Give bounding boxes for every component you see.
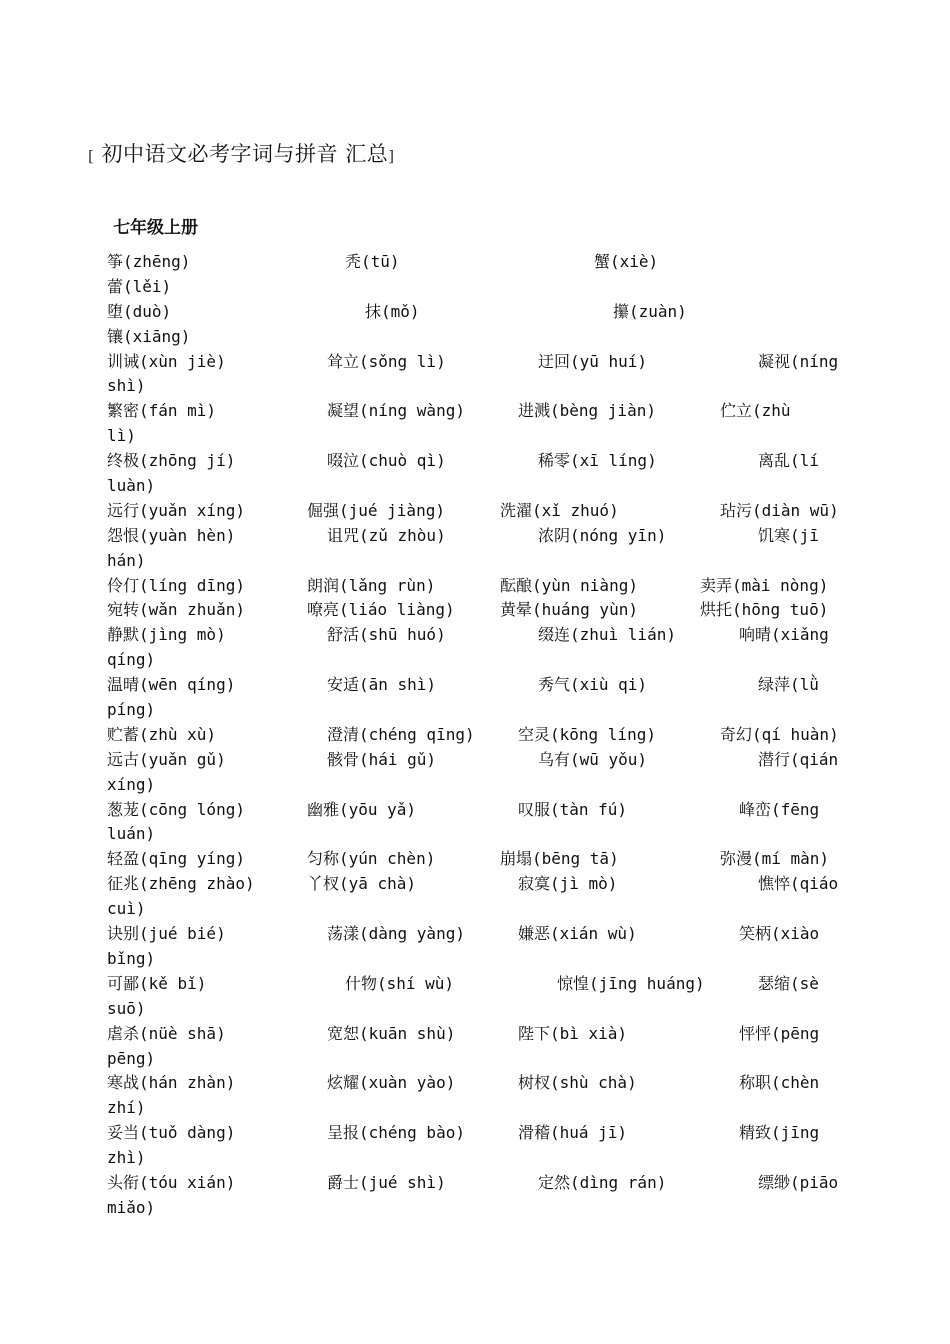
word-row xyxy=(0,399,950,424)
word-entry: 温晴(wēn qíng) xyxy=(107,675,236,695)
word-row xyxy=(0,847,950,872)
word-entry: 笑柄(xiào xyxy=(739,924,820,944)
word-entry: 静默(jìng mò) xyxy=(107,625,226,645)
title-close-bracket: ] xyxy=(388,147,395,165)
word-row xyxy=(0,598,950,623)
word-entry: 嫌恶(xián wù) xyxy=(518,924,637,944)
word-entry: 潜行(qián xyxy=(758,749,839,769)
word-row xyxy=(0,773,950,798)
word-row xyxy=(0,300,950,325)
word-entry: cuì) xyxy=(107,899,146,919)
word-row xyxy=(0,1196,950,1221)
word-entry: 乌有(wū yǒu) xyxy=(538,749,648,769)
word-entry: 凝视(níng xyxy=(758,351,839,371)
word-entry: 可鄙(kě bǐ) xyxy=(107,973,207,993)
word-row xyxy=(0,524,950,549)
word-entry: 征兆(zhēng zhào) xyxy=(107,874,255,894)
word-entry: 葱茏(cōng lóng) xyxy=(107,799,245,819)
word-entry: 爵士(jué shì) xyxy=(327,1172,446,1192)
word-row xyxy=(0,1121,950,1146)
word-row xyxy=(0,1171,950,1196)
word-entry: 堕(duò) xyxy=(107,301,172,321)
word-row xyxy=(0,997,950,1022)
word-entry: 怦怦(pēng xyxy=(739,1023,820,1043)
word-row xyxy=(0,723,950,748)
title-open-bracket: [ xyxy=(88,147,95,165)
word-entry: 缥缈(piāo xyxy=(758,1172,839,1192)
word-entry: 啜泣(chuò qì) xyxy=(327,451,446,471)
word-entry: 妥当(tuǒ dàng) xyxy=(107,1123,236,1143)
word-entry: 瑟缩(sè xyxy=(758,973,819,993)
word-entry: 卖弄(mài nòng) xyxy=(700,575,829,595)
word-entry: 秀气(xiù qi) xyxy=(538,675,648,695)
word-row xyxy=(0,1146,950,1171)
word-entry: zhì) xyxy=(107,1148,146,1168)
word-entry: 舒活(shū huó) xyxy=(327,625,446,645)
word-row xyxy=(0,822,950,847)
word-row xyxy=(0,424,950,449)
word-entry: 荡漾(dàng yàng) xyxy=(327,924,465,944)
word-entry: píng) xyxy=(107,700,156,720)
word-entry: 黄晕(huáng yùn) xyxy=(500,600,638,620)
word-entry: 宛转(wǎn zhuǎn) xyxy=(107,600,245,620)
word-entry: 幽雅(yōu yǎ) xyxy=(307,799,417,819)
word-entry: 树杈(shù chà) xyxy=(518,1073,637,1093)
word-row xyxy=(0,897,950,922)
word-row xyxy=(0,474,950,499)
word-list xyxy=(0,250,950,1221)
word-entry: 蕾(lěi) xyxy=(107,276,172,296)
word-row xyxy=(0,648,950,673)
word-entry: shì) xyxy=(107,376,146,396)
word-entry: 崩塌(bēng tā) xyxy=(500,849,619,869)
word-entry: 虐杀(nüè shā) xyxy=(107,1023,226,1043)
word-entry: bǐng) xyxy=(107,948,156,968)
word-entry: 终极(zhōng jí) xyxy=(107,451,236,471)
word-entry: pēng) xyxy=(107,1048,156,1068)
word-entry: 响晴(xiǎng xyxy=(739,625,829,645)
title-text: 初中语文必考字词与拼音 汇总 xyxy=(101,142,389,166)
word-entry: 澄清(chéng qīng) xyxy=(327,724,475,744)
word-entry: 伫立(zhù xyxy=(720,401,791,421)
word-entry: 耸立(sǒng lì) xyxy=(327,351,446,371)
word-entry: 洗濯(xǐ zhuó) xyxy=(500,500,619,520)
word-entry: 秃(tū) xyxy=(345,252,400,271)
word-entry: 憔悴(qiáo xyxy=(758,874,839,894)
word-row xyxy=(0,798,950,823)
word-entry: 定然(dìng rán) xyxy=(538,1172,667,1192)
word-entry: 峰峦(fēng xyxy=(739,799,820,819)
word-row xyxy=(0,374,950,399)
word-entry: 蟹(xiè) xyxy=(594,252,659,271)
word-row xyxy=(0,1071,950,1096)
word-entry: 轻盈(qīng yíng) xyxy=(107,849,245,869)
word-entry: 空灵(kōng líng) xyxy=(518,724,656,744)
word-entry: 倔强(jué jiàng) xyxy=(307,500,445,520)
word-row xyxy=(0,325,950,350)
word-entry: 诀别(jué bié) xyxy=(107,924,226,944)
word-entry: 远行(yuǎn xíng) xyxy=(107,500,245,520)
word-entry: 呈报(chéng bào) xyxy=(327,1123,465,1143)
word-entry: 骸骨(hái gǔ) xyxy=(327,749,437,769)
word-entry: qíng) xyxy=(107,650,156,670)
word-entry: 酝酿(yùn niàng) xyxy=(500,575,638,595)
word-entry: 烘托(hōng tuō) xyxy=(700,600,829,620)
word-entry: 诅咒(zǔ zhòu) xyxy=(327,525,446,545)
word-row xyxy=(0,1022,950,1047)
word-entry: suō) xyxy=(107,998,146,1018)
word-entry: 镶(xiāng) xyxy=(107,326,191,346)
word-row xyxy=(0,275,950,300)
word-entry: 奇幻(qí huàn) xyxy=(720,724,839,744)
word-row xyxy=(0,698,950,723)
word-entry: luán) xyxy=(107,824,156,844)
word-entry: 抹(mǒ) xyxy=(365,301,420,321)
word-entry: 饥寒(jī xyxy=(758,525,819,545)
word-entry: 陛下(bì xià) xyxy=(518,1023,628,1043)
word-entry: 筝(zhēng) xyxy=(107,252,191,271)
word-row xyxy=(0,947,950,972)
word-entry: 弥漫(mí màn) xyxy=(720,849,830,869)
word-entry: 滑稽(huá jī) xyxy=(518,1123,628,1143)
word-entry: 叹服(tàn fú) xyxy=(518,799,628,819)
word-entry: 远古(yuǎn gǔ) xyxy=(107,749,226,769)
word-entry: 离乱(lí xyxy=(758,451,819,471)
document-title xyxy=(88,138,395,168)
word-row xyxy=(0,673,950,698)
word-row xyxy=(0,623,950,648)
word-entry: luàn) xyxy=(107,476,156,496)
word-entry: 炫耀(xuàn yào) xyxy=(327,1073,456,1093)
word-entry: 伶仃(líng dīng) xyxy=(107,575,245,595)
word-entry: lì) xyxy=(107,426,136,446)
word-entry: zhí) xyxy=(107,1098,146,1118)
word-row xyxy=(0,872,950,897)
word-entry: 玷污(diàn wū) xyxy=(720,500,839,520)
word-row xyxy=(0,972,950,997)
word-entry: 惊惶(jīng huáng) xyxy=(557,973,705,993)
word-entry: 丫杈(yā chà) xyxy=(307,874,417,894)
word-entry: 朗润(lǎng rùn) xyxy=(307,575,436,595)
word-entry: 称职(chèn xyxy=(739,1073,820,1093)
word-row xyxy=(0,574,950,599)
word-row xyxy=(0,1047,950,1072)
word-entry: 匀称(yún chèn) xyxy=(307,849,436,869)
word-row xyxy=(0,250,950,275)
word-entry: 怨恨(yuàn hèn) xyxy=(107,525,236,545)
word-entry: 宽恕(kuān shù) xyxy=(327,1023,456,1043)
word-entry: xíng) xyxy=(107,774,156,794)
word-entry: 凝望(níng wàng) xyxy=(327,401,465,421)
word-entry: 贮蓄(zhù xù) xyxy=(107,724,217,744)
word-entry: 缀连(zhuì lián) xyxy=(538,625,676,645)
word-entry: 安适(ān shì) xyxy=(327,675,437,695)
word-entry: 嘹亮(liáo liàng) xyxy=(307,600,455,620)
word-row xyxy=(0,350,950,375)
word-entry: 寂寞(jì mò) xyxy=(518,874,618,894)
word-entry: miǎo) xyxy=(107,1197,156,1217)
word-row xyxy=(0,1096,950,1121)
word-row xyxy=(0,499,950,524)
word-entry: hán) xyxy=(107,550,146,570)
word-entry: 头衔(tóu xián) xyxy=(107,1172,236,1192)
word-entry: 寒战(hán zhàn) xyxy=(107,1073,236,1093)
word-entry: 迂回(yū huí) xyxy=(538,351,648,371)
word-entry: 绿萍(lǜ xyxy=(758,675,819,695)
word-row xyxy=(0,922,950,947)
word-entry: 稀零(xī líng) xyxy=(538,451,657,471)
word-row xyxy=(0,748,950,773)
section-heading: 七年级上册 xyxy=(113,218,198,238)
word-entry: 什物(shí wù) xyxy=(345,973,455,993)
word-entry: 进溅(bèng jiàn) xyxy=(518,401,656,421)
word-row xyxy=(0,449,950,474)
word-entry: 精致(jīng xyxy=(739,1123,820,1143)
word-entry: 繁密(fán mì) xyxy=(107,401,217,421)
word-entry: 攥(zuàn) xyxy=(613,301,687,321)
word-entry: 浓阴(nóng yīn) xyxy=(538,525,667,545)
word-entry: 训诫(xùn jiè) xyxy=(107,351,226,371)
word-row xyxy=(0,549,950,574)
